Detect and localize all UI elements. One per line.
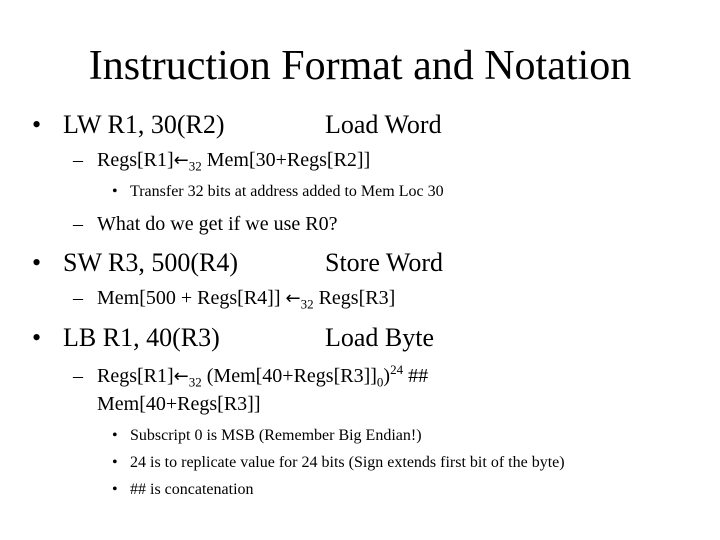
lb-instruction: LB R1, 40(R3) bbox=[63, 323, 220, 352]
lb-semantics-continued: Mem[40+Regs[R3]] bbox=[97, 393, 261, 415]
left-arrow-icon: ← bbox=[173, 366, 189, 387]
lw-semantics: $Regs[R1]\leftarrow_{32}$ Mem[30+Regs[R2]] bbox=[97, 149, 371, 174]
bullet-lb: • bbox=[32, 323, 42, 352]
left-arrow-icon: ← bbox=[285, 288, 301, 309]
sw-description: Store Word bbox=[325, 248, 444, 277]
bullet-lw: • bbox=[32, 110, 42, 139]
sw-instruction: SW R3, 500(R4) bbox=[63, 248, 239, 277]
lb-description: Load Byte bbox=[325, 323, 435, 352]
bullet-sw: • bbox=[32, 248, 42, 277]
lw-note: Transfer 32 bits at address added to Mem Loc 30 bbox=[130, 183, 444, 200]
lw-description: Load Word bbox=[325, 110, 442, 139]
lw-question: What do we get if we use R0? bbox=[97, 213, 338, 235]
lb-note-2: 24 is to replicate value for 24 bits (Sign extends first bit of the byte) bbox=[130, 454, 565, 471]
lb-note-3: ## is concatenation bbox=[130, 481, 254, 498]
bullet-lb-note-3: • bbox=[112, 481, 118, 498]
slide-title: Instruction Format and Notation bbox=[88, 43, 632, 89]
lb-semantics: $Regs[R1]\leftarrow_{32}$ $(Mem[40+Regs[R3]]_0)^{24}$ ## bbox=[97, 362, 429, 390]
dash-sw-1: – bbox=[73, 287, 83, 309]
dash-lw-2: – bbox=[73, 213, 83, 235]
bullet-lb-note-2: • bbox=[112, 454, 118, 471]
left-arrow-icon: ← bbox=[173, 150, 189, 171]
sw-semantics: Mem[500 + Regs[R4]] $\leftarrow_{32}$ Regs[R3] bbox=[97, 287, 396, 312]
bullet-lw-note: • bbox=[112, 183, 118, 200]
dash-lb-1: – bbox=[73, 365, 83, 387]
lw-instruction: LW R1, 30(R2) bbox=[63, 110, 225, 139]
dash-lw-1: – bbox=[73, 149, 83, 171]
lb-note-1: Subscript 0 is MSB (Remember Big Endian!) bbox=[130, 427, 422, 444]
bullet-lb-note-1: • bbox=[112, 427, 118, 444]
